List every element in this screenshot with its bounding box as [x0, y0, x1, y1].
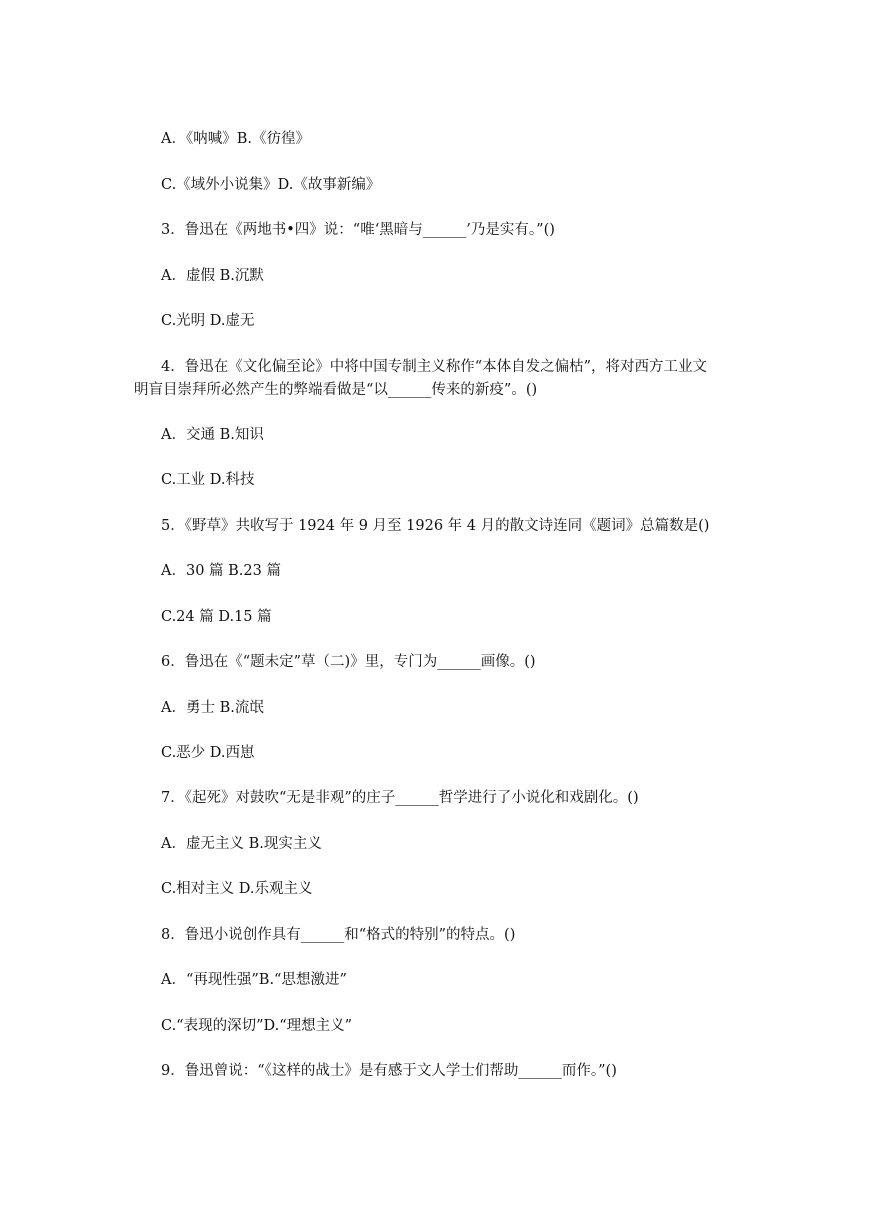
question-8: 8．鲁迅小说创作具有______和“格式的特别”的特点。(): [161, 927, 516, 943]
q6-options-cd: C.恶少 D.西崽: [161, 745, 255, 761]
q2-options-ab: A．《呐喊》B.《彷徨》: [161, 131, 310, 147]
question-4-line-2: 明盲目崇拜所必然产生的弊端看做是“以______传来的新疫”。(): [134, 382, 538, 398]
q5-options-cd: C.24 篇 D.15 篇: [161, 609, 272, 625]
q7-options-ab: A．虚无主义 B.现实主义: [161, 836, 322, 852]
question-9: 9．鲁迅曾说：“《这样的战士》是有感于文人学士们帮助______而作。”(): [161, 1063, 617, 1079]
q3-options-cd: C.光明 D.虚无: [161, 313, 255, 329]
q4-options-cd: C.工业 D.科技: [161, 472, 255, 488]
q2-options-cd: C.《域外小说集》D.《故事新编》: [161, 177, 381, 193]
question-7: 7．《起死》对鼓吹“无是非观”的庄子______哲学进行了小说化和戏剧化。(): [161, 790, 639, 806]
q8-options-ab: A．“再现性强”B.“思想激进”: [161, 972, 347, 988]
question-4-line-1: 4．鲁迅在《文化偏至论》中将中国专制主义称作“本体自发之偏枯”，将对西方工业文: [161, 359, 708, 375]
q8-options-cd: C.“表现的深切”D.“理想主义”: [161, 1018, 353, 1034]
q7-options-cd: C.相对主义 D.乐观主义: [161, 881, 313, 897]
q6-options-ab: A．勇士 B.流氓: [161, 700, 264, 716]
q5-options-ab: A．30 篇 B.23 篇: [161, 563, 281, 579]
q3-options-ab: A．虚假 B.沉默: [161, 268, 264, 284]
q4-options-ab: A．交通 B.知识: [161, 427, 264, 443]
question-5: 5．《野草》共收写于 1924 年 9 月至 1926 年 4 月的散文诗连同《题词》总篇数是(): [161, 518, 710, 534]
question-3: 3．鲁迅在《两地书•四》说：“唯‘黑暗与______’乃是实有。”(): [161, 222, 555, 238]
question-6: 6．鲁迅在《“题未定”草（二)》里，专门为______画像。(): [161, 654, 536, 670]
